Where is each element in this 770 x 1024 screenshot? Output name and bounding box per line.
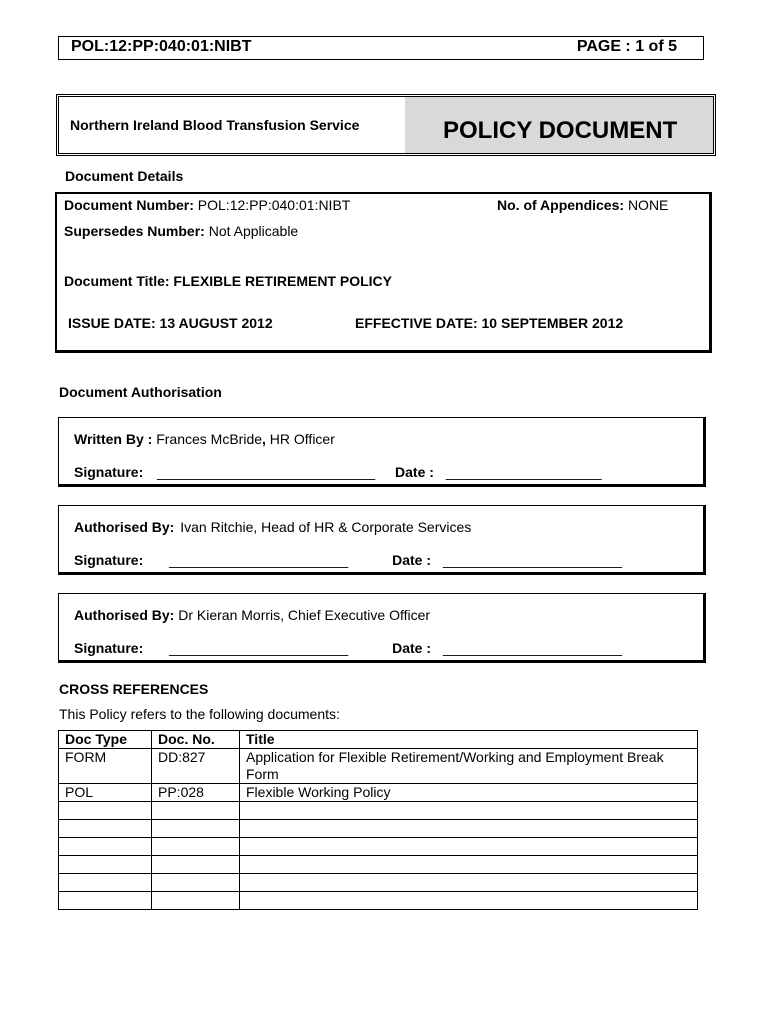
authorised-by-ceo-name: Dr Kieran Morris, Chief Executive Officer [178,607,431,623]
effective-date: EFFECTIVE DATE: 10 SEPTEMBER 2012 [355,315,624,331]
doc-type-cell [59,856,152,874]
doc-type-cell [59,802,152,820]
title-cell [240,802,698,820]
signature-field[interactable]: _______________________ [169,640,349,656]
authorised-by-ceo-box [58,593,706,663]
written-by-line [74,431,335,447]
doc-no-cell [152,856,240,874]
authorised-by-hr-signature-row [74,552,622,568]
issue-date: ISSUE DATE: 13 AUGUST 2012 [68,315,273,331]
title-cell: Application for Flexible Retirement/Working and Employment Break Form [240,749,698,784]
signature-label: Signature: [74,552,144,568]
date-label: Date : [392,640,432,656]
supersedes-row [64,223,298,239]
doc-type-cell: POL [59,784,152,802]
document-number-row [64,197,350,213]
title-banner [56,94,716,156]
signature-label: Signature: [74,464,144,480]
authorised-by-hr-line [74,519,471,535]
authorised-by-label: Authorised By: [74,607,175,623]
column-header-doc-type: Doc Type [59,731,152,749]
doc-no-cell: PP:028 [152,784,240,802]
title-cell: Flexible Working Policy [240,784,698,802]
written-by-signature-row [74,464,602,480]
written-by-box [58,417,706,487]
written-by-label: Written By : [74,431,153,447]
column-header-title: Title [240,731,698,749]
signature-field[interactable]: _______________________ [169,552,349,568]
document-reference: POL:12:PP:040:01:NIBT [71,38,252,55]
cross-references-table [58,730,698,910]
date-field[interactable]: _______________________ [442,640,622,656]
title-cell [240,856,698,874]
doc-no-cell [152,874,240,892]
title-cell [240,820,698,838]
authorised-by-hr-name: Ivan Ritchie, Head of HR & Corporate Services [180,519,472,535]
page-header [58,36,704,60]
appendices-label: No. of Appendices: [497,197,625,213]
supersedes-label: Supersedes Number: [64,223,205,239]
doc-no-cell [152,838,240,856]
doc-no-cell [152,802,240,820]
doc-type-cell [59,892,152,910]
written-by-name: Frances McBride [156,431,263,447]
doc-no-cell: DD:827 [152,749,240,784]
doc-type-title: POLICY DOCUMENT [443,117,678,144]
title-cell [240,892,698,910]
authorisation-heading: Document Authorisation [59,384,222,400]
appendices-value: NONE [627,197,669,213]
organisation-name: Northern Ireland Blood Transfusion Service [70,117,360,133]
doc-no-cell [152,892,240,910]
doc-type-panel [405,97,713,153]
document-title: Document Title: FLEXIBLE RETIREMENT POLICY [64,273,392,289]
written-by-title: HR Officer [269,431,335,447]
page-number: PAGE : 1 of 5 [576,38,677,55]
title-cell [240,838,698,856]
date-label: Date : [395,464,434,480]
document-details-box [55,192,712,353]
table-row [59,892,698,910]
authorised-by-label: Authorised By: [74,519,175,535]
written-by-comma: , [262,431,266,447]
table-row [59,820,698,838]
date-field[interactable]: ____________________ [445,464,602,480]
document-details-heading: Document Details [65,168,184,184]
cross-references-intro: This Policy refers to the following documents: [59,706,340,722]
authorised-by-ceo-signature-row [74,640,622,656]
authorised-by-hr-box [58,505,706,575]
table-row [59,874,698,892]
table-row [59,802,698,820]
signature-label: Signature: [74,640,144,656]
appendices-row [497,197,668,213]
table-header-row [59,731,698,749]
title-cell [240,874,698,892]
table-row [59,784,698,802]
signature-field[interactable]: ____________________________ [157,464,376,480]
column-header-doc-no: Doc. No. [152,731,240,749]
authorised-by-ceo-line [74,607,430,623]
doc-type-cell [59,874,152,892]
table-row [59,749,698,784]
supersedes-value: Not Applicable [208,223,299,239]
table-row [59,856,698,874]
doc-type-cell [59,820,152,838]
date-label: Date : [392,552,432,568]
date-field[interactable]: _______________________ [442,552,622,568]
document-number-value: POL:12:PP:040:01:NIBT [197,197,351,213]
doc-type-cell [59,838,152,856]
document-number-label: Document Number: [64,197,194,213]
cross-references-heading: CROSS REFERENCES [59,681,209,697]
doc-no-cell [152,820,240,838]
table-row [59,838,698,856]
doc-type-cell: FORM [59,749,152,784]
